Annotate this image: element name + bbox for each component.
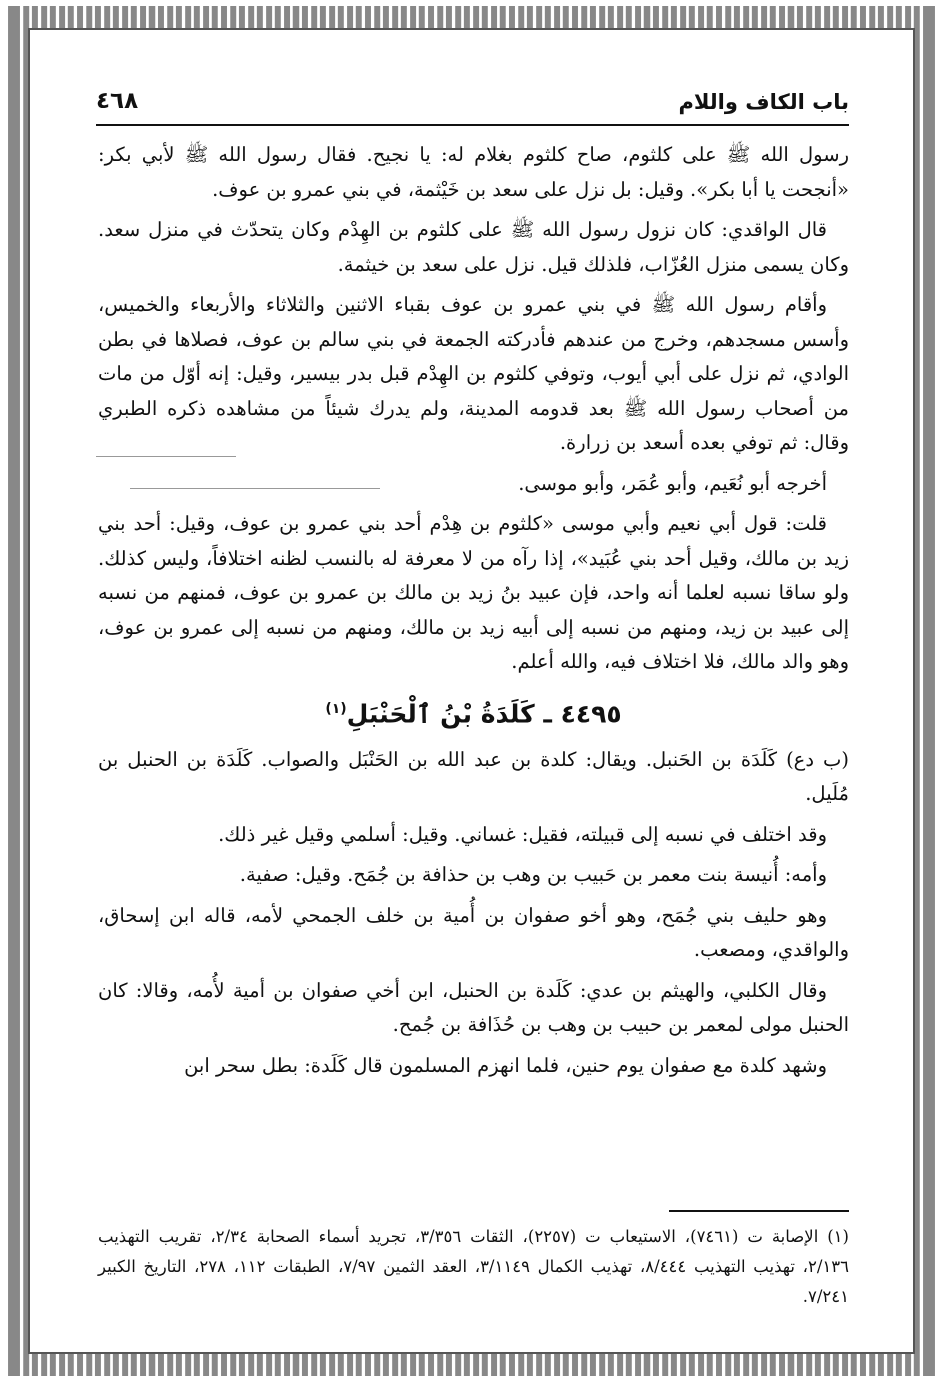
main-text <box>98 138 849 1089</box>
paragraph: (ب دع) كَلَدَة بن الحَنبل. ويقال: كلدة بن عبد الله بن الحَنْبَل والصواب. كَلَدَة بن الحنبل بن مُلَيل. <box>98 747 849 806</box>
footnote-marker: (١) <box>325 700 347 717</box>
paragraph: وأقام رسول الله ﷺ في بني عمرو بن عوف بقباء الاثنين والثلاثاء والأربعاء والخميس، وأسس مسجدهم، وخرج من عندهم فأدركته الجمعة في بني سالم بن عوف، فصلاها في بطن الوادي، ثم نزل على أبي أيوب، وتوفي كلثوم بن الهِدْم قبل بدر بيسير، وقيل: إنه أوّل من مات من أصحاب رسول الله ﷺ بعد قدومه المدينة، ولم يدرك شيئاً من مشاهده ذكره الطبري وقال: ثم توفي بعده أسعد بن زرارة. <box>98 293 849 454</box>
entry-heading <box>98 686 849 737</box>
paragraph: قال الواقدي: كان نزول رسول الله ﷺ على كلثوم بن الهِدْم وكان يتحدّث في منزل سعد. وكان يسمى منزل العُزّاب، فلذلك قيل. نزل على سعد بن خيثمة. <box>98 218 849 276</box>
scan-mark <box>96 456 236 457</box>
paragraph: وقد اختلف في نسبه إلى قبيلته، فقيل: غساني. وقيل: أسلمي وقيل غير ذلك. <box>218 822 827 846</box>
running-title: باب الكاف واللام <box>678 90 849 114</box>
paragraph: وهو حليف بني جُمَح، وهو أخو صفوان بن أُمية بن خلف الجمحي لأمه، قاله ابن إسحاق، والواقدي، ومصعب. <box>98 903 849 962</box>
footnotes <box>98 1222 849 1312</box>
paragraph: رسول الله ﷺ على كلثوم، صاح كلثوم بغلام له: يا نجيح. فقال رسول الله ﷺ لأبي بكر: «أنجحت يا أبا بكر». وقيل: بل نزل على سعد بن خَيْثمة، في بني عمرو بن عوف. <box>98 143 849 201</box>
footnote-text: (١) الإصابة ت (٧٤٦١)، الاستيعاب ت (٢٢٥٧)، الثقات ٣/٣٥٦، تجريد أسماء الصحابة ٢/٣٤، تقريب التهذيب ٢/١٣٦، تهذيب التهذيب ٨/٤٤٤، تهذيب الكمال ٣/١١٤٩، العقد الثمين ٧/٩٧، الطبقات ١١٢، ٢٧٨، التاريخ الكبير ٧/٢٤١. <box>98 1227 849 1306</box>
paragraph: وقال الكلبي، والهيثم بن عدي: كَلَدة بن الحنبل، ابن أخي صفوان بن أمية لأُمه، وقالا: كان الحنبل مولى لمعمر بن حبيب بن وهب بن حُذَافة بن جُمح. <box>98 978 849 1037</box>
paragraph: قلت: قول أبي نعيم وأبي موسى «كلثوم بن هِدْم أحد بني عمرو بن عوف، وقيل: أحد بني زيد بن مالك، وقيل أحد بني عُبَيد»، إذا رآه من لا معرفة له بالنسب لظنه اختلافاً، وليس كذلك. ولو ساقا نسبه لعلما أنه واحد، فإن عبيد بنُ زيد بن مالك بن عمرو بن عوف، فمنهم من نسبه إلى عبيد بن زيد، ومنهم من نسبه إلى أبيه زيد بن مالك، ومنهم من نسبه إلى عمرو بن عوف، وهو والد مالك، فلا اختلاف فيه، والله أعلم. <box>98 512 849 673</box>
entry-heading-text: ٤٤٩٥ ـ كَلَدَةُ بْنُ ٱلْحَنْبَلِ <box>346 698 622 728</box>
paragraph: وشهد كلدة مع صفوان يوم حنين، فلما انهزم المسلمون قال كَلَدة: بطل سحر ابن <box>184 1053 827 1077</box>
footnote-rule <box>669 1210 849 1212</box>
page-header <box>96 88 849 126</box>
scan-mark <box>130 488 380 489</box>
page-number: ٤٦٨ <box>96 88 139 114</box>
paragraph: أخرجه أبو نُعَيم، وأبو عُمَر، وأبو موسى. <box>518 471 827 495</box>
paragraph: وأمه: أُنيسة بنت معمر بن حَبيب بن وهب بن حذافة بن جُمَح. وقيل: صفية. <box>239 863 827 887</box>
